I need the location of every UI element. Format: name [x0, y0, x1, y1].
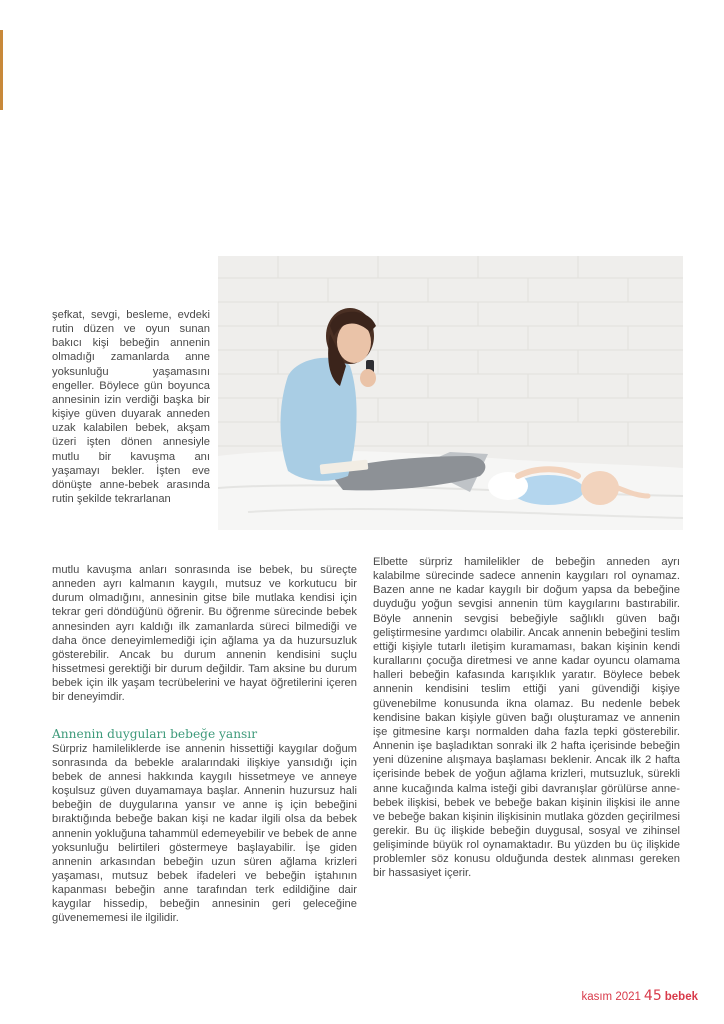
footer-magazine-name: bebek [664, 991, 698, 1003]
right-column-text: Elbette sürpriz hamilelikler de bebeğin anneden ayrı kalabilme sürecinde sadece annenin kaygıları rol oynamaz. Bazen anne ne kadar kaygılı bir doğum yapsa da bebeğine duyduğu yoğun sevgisi annenin tüm kaygılarını bastırabilir. Böyle annenin sevgisi bebeğiyle sağlıklı güven bağı geliştirmesine yardımcı olabilir. Ancak annenin bebeğini teslim ettiği kişiyle tutarlı iletişim kuramaması, bakan kişinin kendi kurallarını çocuğa diretmesi ve anne kadar oyuncu olamama halleri bebeğin kafasında karışıklık yaratır. Böylece bebek annenin kendisini teslim ettiği yani güvendiği kişiye güvenebilme konusunda ikna olamaz. Bu nedenle bebek kendisine bakan kişiyle güven bağı oluşturamaz ve annenin işe gitmesine karşı normalden daha fazla tepki gösterebilir. Annenin işe başladıktan sonraki ilk 2 hafta içerisinde bebeğin yeni düzenine alışmaya başlaması beklenir. Ancak ilk 2 hafta içerisinde bebek de yoğun ağlama krizleri, mutsuzluk, sürekli anne kucağında kalma isteği gibi davranışlar görülürse anne-bebek ilişkisi, bebek ve bebeğe bakan kişinin ilişkisi ile anne ve bebeğe bakan kişinin ilişkisinin mutlaka gözden geçirilmesi gerekir. Bu üç ilişkide bebeğin duygusal, sosyal ve zihinsel gelişiminde büyük rol oynamaktadır. Bu yüzden bu üç ilişkide problemler söz konusu olduğunda destek alınması gereken bir hassasiyet içerir. [373, 556, 680, 880]
article-photo [218, 256, 683, 530]
intro-wrap-text: şefkat, sevgi, besleme, evdeki rutin düzen ve oyun sunan bakıcı kişi bebeğin annenin olmadığı zamanlarda anne yoksunluğu yaşamasını engeller. Böylece gün boyunca annesinin izin verdiği başka bir kişiye güven duyarak anneden uzak kalabilen bebek, akşam üzeri işten dönen annesiyle mutlu bir kavuşma anı yaşamayı bekler. İşten eve dönüşte anne-bebek arasında rutin şekilde tekrarlanan [52, 309, 210, 506]
page-edge-mark [0, 30, 3, 110]
right-column [373, 555, 680, 881]
section-body-text: Sürpriz hamileliklerde ise annenin hissettiği kaygılar doğum sonrasında da bebekle aralarındaki ilişkiye yansıdığı için bebek de annesi hakkında kaygılı hissetmeye ve anneye koşulsuz güven duyamamaya başlar. Annenin huzursuz hali bebeğin de duygularına yansır ve anne iş için bebeğini bıraktığında bebeğe bakan kişi ne kadar ilgili olsa da bebek annenin yokluğuna tahammül edemeyebilir ve bebek de anne yoksunluğu belirtileri göstermeye başlayabilir. İşe giden annenin arkasından bebeğin uzun süren ağlama krizleri yaşaması, mutsuz bebek ifadeleri ve bebeğin iştahının kapanması bebeğin anne tarafından terk edildiğine dair kaygılar hissedip, bebeğin annesinin geri geleceğine güvenememesi ile ilgilidir. [52, 742, 357, 925]
footer-month: kasım 2021 [581, 991, 641, 1003]
intro-wrap-column [52, 308, 210, 506]
left-column [52, 563, 357, 926]
page-footer [581, 988, 698, 1004]
intro-full-text: mutlu kavuşma anları sonrasında ise bebek, bu süreçte anneden ayrı kalmanın kaygılı, mutsuz ve korkutucu bir durum olmadığını, annesinin gitse bile mutlaka kendisi için tekrar geri döndüğünü öğrenir. Bu öğrenme sürecinde bebek annesinden ayrı kaldığı ilk zamanlarda süreci bilmediği ve daha önce deneyimlemediği için ağlama ya da huzursuzluk gösterebilir. Ancak bu durum annenin kendisini suçlu hissetmesi gerektiği bir durum değildir. Tam aksine bu durum bebek için ilk yaşam tecrübelerini ve hayat öğretilerini içeren bir deneyimdir. [52, 564, 357, 704]
section-heading: Annenin duyguları bebeğe yansır [52, 726, 258, 741]
footer-page-number: 45 [643, 988, 662, 1004]
mother-baby-illustration [218, 256, 683, 530]
